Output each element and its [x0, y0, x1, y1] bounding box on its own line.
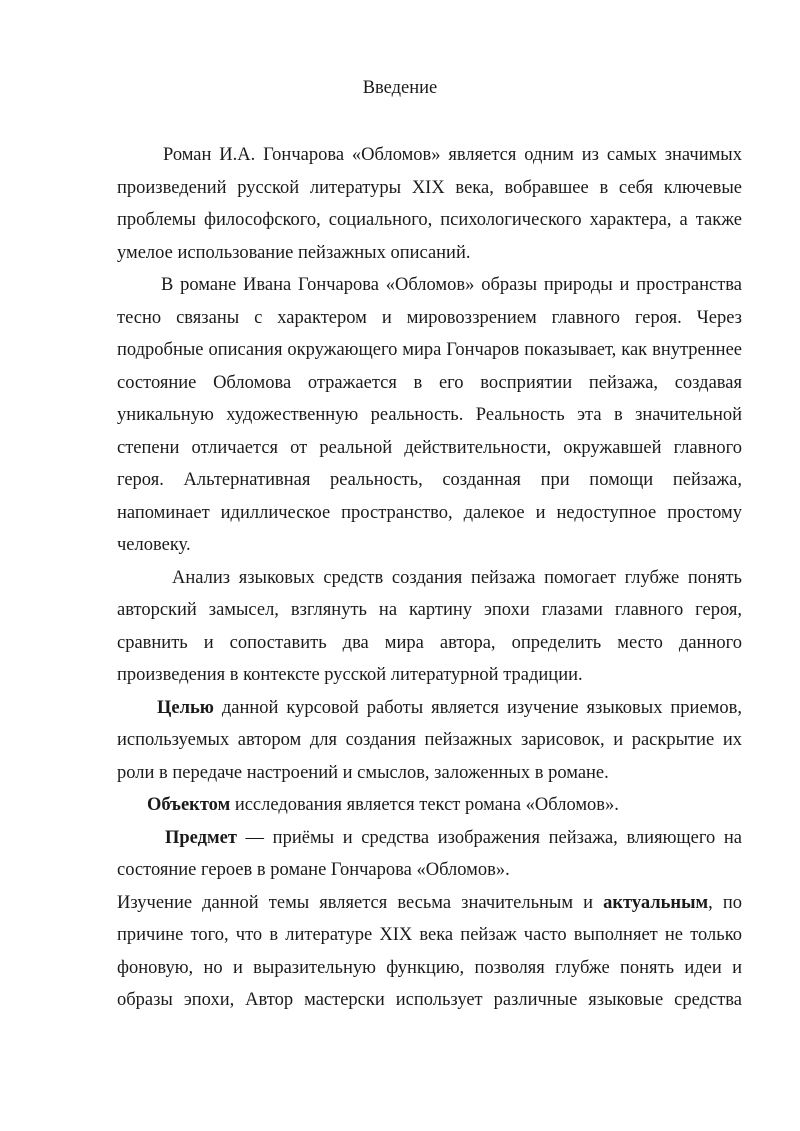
- paragraph-analysis: [117, 562, 742, 692]
- document-body: [117, 139, 742, 1017]
- paragraph-text: исследования является текст романа «Обломов».: [230, 795, 619, 815]
- paragraph-subject: [117, 822, 742, 887]
- paragraph-intro: [117, 139, 742, 269]
- subject-term: Предмет: [165, 827, 237, 848]
- paragraph-goal: [117, 692, 742, 790]
- goal-term: Целью: [157, 697, 214, 718]
- paragraph-text: , по причине того, что в литературе XIX века пейзаж часто выполняет не только фоновую, но и выразительную функцию, позволяя глубже понять идеи и образы эпохи, Автор мастерски использует различные языковые средства: [117, 892, 742, 1010]
- paragraph-text-before: Изучение данной темы является весьма значительным и: [117, 892, 604, 913]
- paragraph-text: данной курсовой работы является изучение языковых приемов, используемых автором для создания пейзажных зарисовок, и раскрытие их роли в передаче настроений и смыслов, заложенных в романе.: [117, 697, 742, 783]
- relevance-term: актуальным: [603, 892, 709, 913]
- paragraph-relevance: [117, 887, 742, 1017]
- paragraph-text: В романе Ивана Гончарова «Обломов» образы природы и пространства тесно связаны с характером и мировоззрением главного героя. Через подробные описания окружающего мира Гончаров показывает, как внутреннее состояние Обломова отражается в его восприятии пейзажа, создавая уникальную художественную реальность. Реальность эта в значительной степени отличается от реальной действительности, окружавшей главного героя. Альтернативная реальность, созданная при помощи пейзажа, напоминает идиллическое пространство, далекое и недоступное простому человеку.: [117, 275, 742, 555]
- document-title: Введение: [362, 78, 438, 98]
- paragraph-text: Роман И.А. Гончарова «Обломов» является одним из самых значимых произведений русской литературы XIX века, вобравшее в себя ключевые проблемы философского, социального, психологического характера, а также умелое использование пейзажных описаний.: [117, 145, 742, 263]
- paragraph-object: [117, 789, 742, 822]
- paragraph-text: — приёмы и средства изображения пейзажа, влияющего на состояние героев в романе Гончарова «Обломов».: [117, 827, 742, 880]
- object-term: Объектом: [147, 795, 231, 815]
- paragraph-text: Анализ языковых средств создания пейзажа помогает глубже понять авторский замысел, взглянуть на картину эпохи глазами главного героя, сравнить и сопоставить два мира автора, определить место данного произведения в контексте русской литературной традиции.: [117, 567, 742, 685]
- paragraph-nature-images: [117, 269, 742, 562]
